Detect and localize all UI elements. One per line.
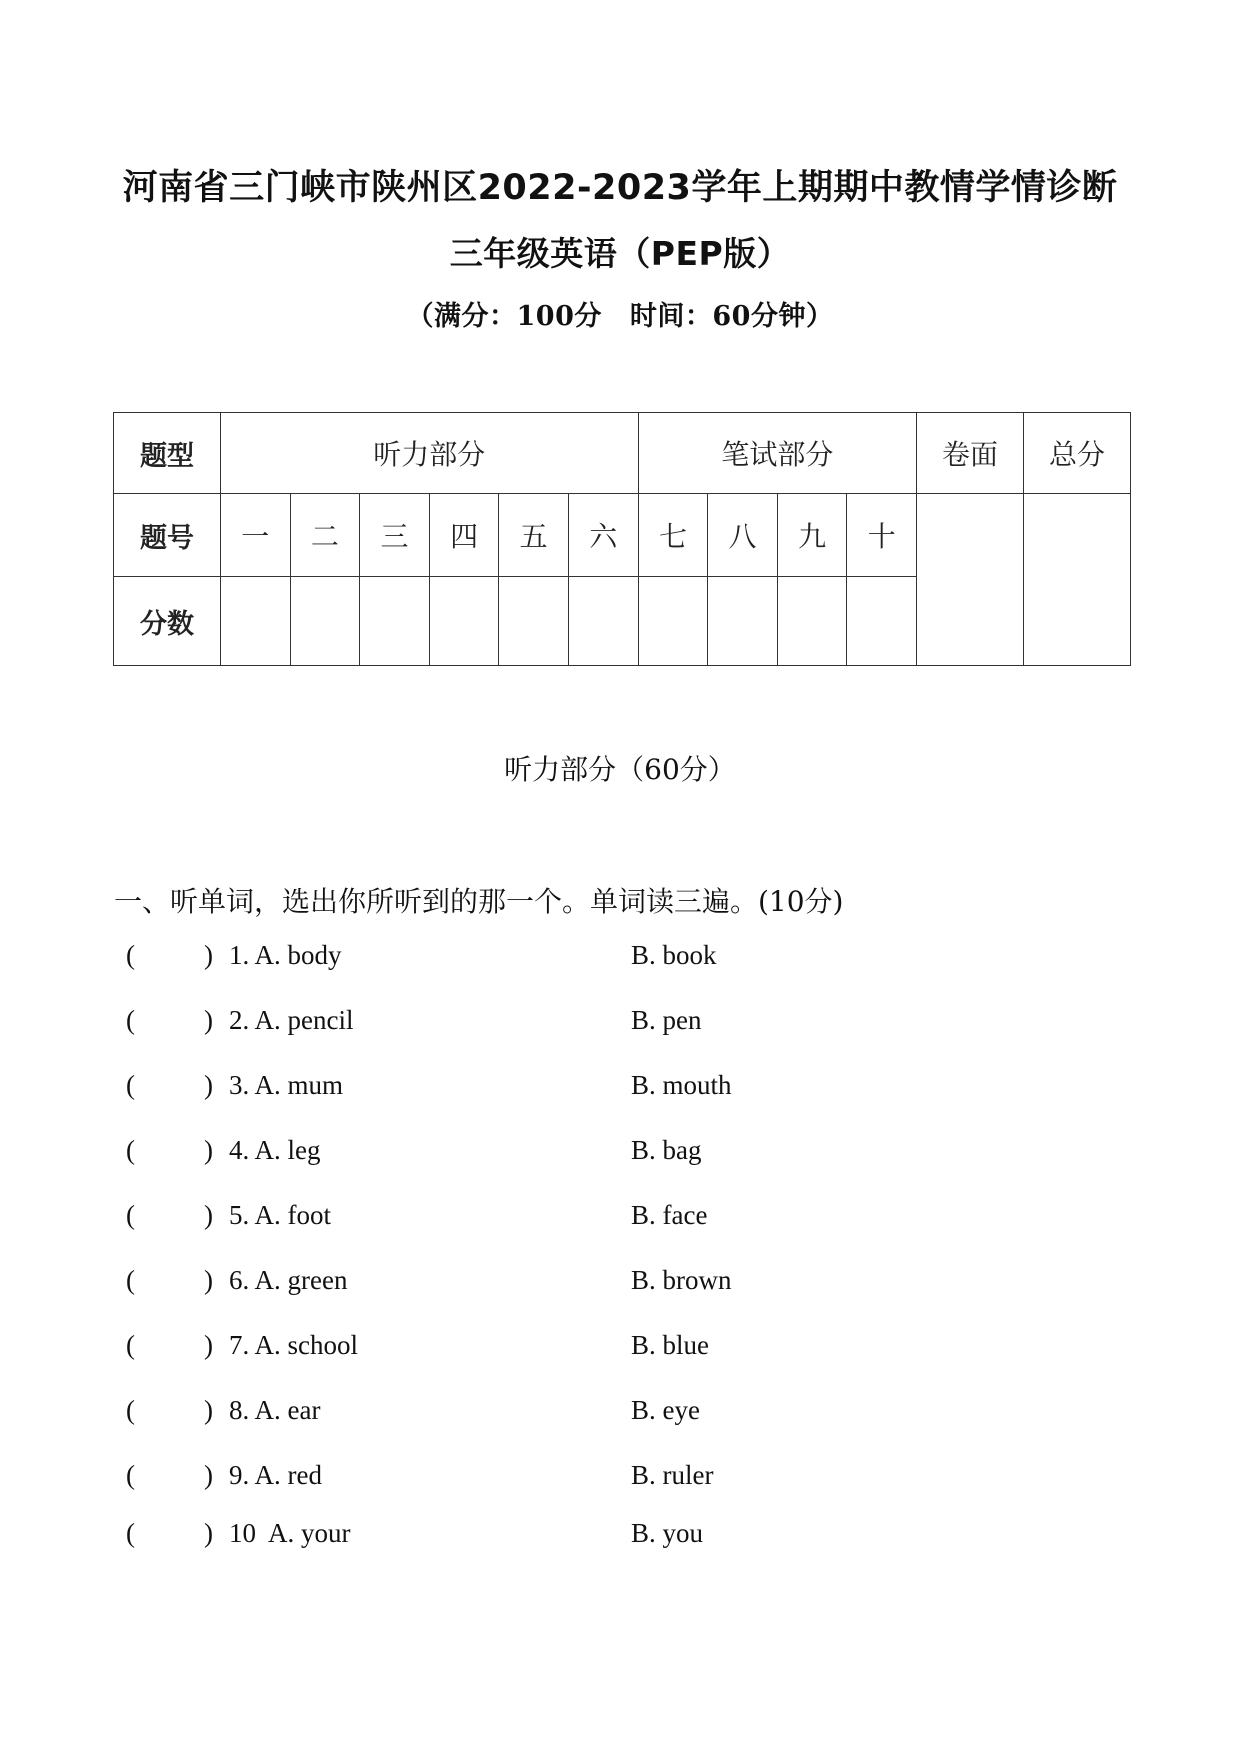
option-a: 1. A. body [229,940,342,970]
exam-subtitle: 三年级英语（PEP版） [449,234,791,273]
list-item [126,1460,1026,1500]
header-total: 总分 [1024,413,1131,494]
number-cell: 七 [638,494,708,577]
answer-paren-open: ( [126,940,135,970]
option-b: B. pen [631,1005,702,1035]
option-b: B. face [631,1200,708,1230]
option-a: 8. A. ear [229,1395,321,1425]
score-cell[interactable] [708,577,778,666]
list-item [126,1200,1026,1240]
answer-paren-open: ( [126,1135,135,1165]
score-cell[interactable] [847,577,917,666]
option-b: B. brown [631,1265,732,1295]
score-cell[interactable] [290,577,360,666]
number-cell: 一 [220,494,290,577]
answer-paren-close: ) [204,1518,213,1548]
option-a: 5. A. foot [229,1200,332,1230]
number-cell: 三 [360,494,430,577]
score-cell[interactable] [499,577,569,666]
option-a: 3. A. mum [229,1070,344,1100]
label-question-type: 题型 [114,413,221,494]
option-a: 7. A. school [229,1330,359,1360]
number-cell: 四 [429,494,499,577]
option-b: B. eye [631,1395,700,1425]
full-score-text: （满分：100分 [406,301,602,332]
score-cell[interactable] [429,577,499,666]
option-a: 4. A. leg [229,1135,321,1165]
option-a: 2. A. pencil [229,1005,354,1035]
score-cell[interactable] [777,577,847,666]
table-row-type [114,413,1131,494]
answer-paren-open: ( [126,1395,135,1425]
list-item [126,1135,1026,1175]
list-item [126,940,1026,980]
neatness-score-cell[interactable] [917,494,1024,666]
answer-paren-close: ) [204,1395,213,1425]
label-score: 分数 [114,577,221,666]
question-heading: 一、听单词，选出你所听到的那一个。单词读三遍。(10分) [114,885,844,918]
score-cell[interactable] [360,577,430,666]
answer-paren-open: ( [126,1518,135,1548]
header-neatness: 卷面 [917,413,1024,494]
option-b: B. book [631,940,717,970]
header-listening: 听力部分 [220,413,638,494]
number-cell: 二 [290,494,360,577]
list-item [126,1005,1026,1045]
label-question-number: 题号 [114,494,221,577]
answer-paren-close: ) [204,1265,213,1295]
score-cell[interactable] [220,577,290,666]
number-cell: 六 [568,494,638,577]
answer-paren-close: ) [204,1135,213,1165]
answer-paren-open: ( [126,1070,135,1100]
section-title: 听力部分（60分） [504,753,736,786]
score-cell[interactable] [568,577,638,666]
score-cell[interactable] [638,577,708,666]
option-a: 9. A. red [229,1460,322,1490]
answer-paren-close: ) [204,1330,213,1360]
option-a: 10 A. your [229,1518,351,1548]
number-cell: 八 [708,494,778,577]
time-limit-text: 时间：60分钟） [629,301,834,332]
number-cell: 十 [847,494,917,577]
answer-paren-close: ) [204,1070,213,1100]
answer-paren-open: ( [126,1005,135,1035]
number-cell: 五 [499,494,569,577]
option-b: B. bag [631,1135,702,1165]
table-row-number [114,494,1131,577]
list-item [126,1518,1026,1558]
answer-paren-close: ) [204,1460,213,1490]
option-b: B. you [631,1518,704,1548]
total-score-cell[interactable] [1024,494,1131,666]
answer-paren-open: ( [126,1330,135,1360]
answer-paren-open: ( [126,1200,135,1230]
answer-paren-open: ( [126,1460,135,1490]
answer-paren-close: ) [204,1005,213,1035]
exam-title: 河南省三门峡市陕州区2022-2023学年上期期中教情学情诊断 [122,168,1118,208]
option-a: 6. A. green [229,1265,348,1295]
list-item [126,1395,1026,1435]
option-b: B. blue [631,1330,709,1360]
answer-paren-close: ) [204,940,213,970]
list-item [126,1070,1026,1110]
list-item [126,1265,1026,1305]
list-item [126,1330,1026,1370]
number-cell: 九 [777,494,847,577]
option-b: B. mouth [631,1070,732,1100]
score-table [113,412,1131,666]
option-b: B. ruler [631,1460,714,1490]
answer-paren-open: ( [126,1265,135,1295]
exam-info [0,294,1240,333]
answer-paren-close: ) [204,1200,213,1230]
header-written: 笔试部分 [638,413,916,494]
